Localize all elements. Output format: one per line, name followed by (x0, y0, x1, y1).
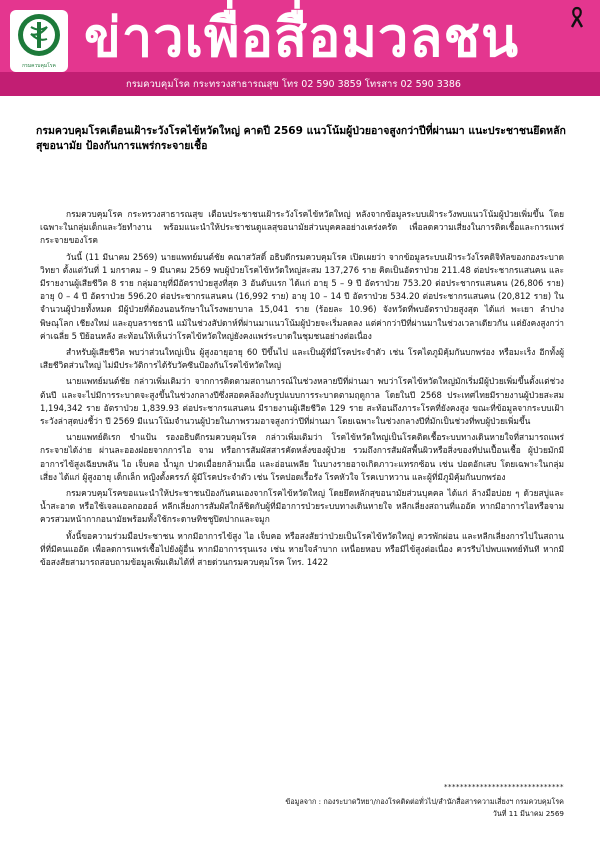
ddc-logo (10, 10, 68, 72)
source-line: ข้อมูลจาก : กองระบาดวิทยา/กองโรคติดต่อทั่วไป/สำนักสื่อสารความเสี่ยงฯ กรมควบคุมโรค (285, 797, 564, 806)
logo-caption: กรมควบคุมโรค (22, 63, 56, 69)
article-title: กรมควบคุมโรคเตือนเฝ้าระวังโรคไข้หวัดใหญ่ คาดปี 2569 แนวโน้มผู้ป่วยอาจสูงกว่าปีที่ผ่านมา แนะประชาชนยึดหลักสุขอนามัย ป้องกันการแพร่กระจายเชื้อ (36, 125, 566, 152)
black-ribbon-icon (570, 6, 584, 28)
department-emblem-icon (14, 12, 64, 58)
article-body (40, 208, 564, 572)
contact-bar (0, 72, 600, 96)
paragraph: สำหรับผู้เสียชีวิต พบว่าส่วนใหญ่เป็น ผู้สูงอายุอายุ 60 ปีขึ้นไป และเป็นผู้ที่มีโรคประจำตัว เช่น โรคไตภูมิคุ้มกันบกพร่อง หรือมะเร็ง อีกทั้งผู้เสียชีวิตส่วนใหญ่ ไม่มีประวัติการได้รับวัคซีนป้องกันโรคไข้หวัดใหญ่ (40, 347, 564, 371)
paragraph: ทั้งนี้ขอความร่วมมือประชาชน หากมีอาการไข้สูง ไอ เจ็บคอ หรือสงสัยว่าป่วยเป็นโรคไข้หวัดใหญ่ ควรพักผ่อน และหลีกเลี่ยงการไปในสถานที่ที่มีคนแออัด เพื่อลดการแพร่เชื้อไปยังผู้อื่น หากมีอาการรุนแรง เช่น หายใจลำบาก เหนื่อยหอบ หรือมีไข้สูงต่อเนื่อง ควรรีบไปพบแพทย์ทันที หากมีข้อสงสัยสามารถสอบถามข้อมูลเพิ่มเติมได้ที่ สายด่วนกรมควบคุมโรค โทร. 1422 (40, 530, 564, 568)
paragraph: นายแพทย์มนต์ชัย กล่าวเพิ่มเติมว่า จากการติดตามสถานการณ์ในช่วงหลายปีที่ผ่านมา พบว่าโรคไข้หวัดใหญ่มักเริ่มมีผู้ป่วยเพิ่มขึ้นตั้งแต่ช่วงต้นปี และจะไปมีการระบาดจะสูงขึ้นในช่วงกลางปีซึ่งสอดคล้องกับรูปแบบการระบาดตามฤดูกาล โดยในปี 2568 ประเทศไทยมีรายงานผู้ป่วยสะสม 1,194,342 ราย อัตราป่วย 1,839.93 ต่อประชากรแสนคน มีรายงานผู้เสียชีวิต 129 ราย สะท้อนถึงภาระโรคที่ยังคงสูง ขณะที่ข้อมูลจากระบบเฝ้าระวังล่าสุดบ่งชี้ว่า ปี 2569 มีแนวโน้มจำนวนผู้ป่วยในภาพรวมอาจสูงกว่าปีที่ผ่านมา โดยเฉพาะในช่วงกลางปีที่มักเป็นช่วงที่พบผู้ป่วยเพิ่มขึ้น (40, 376, 564, 427)
paragraph: กรมควบคุมโรค กระทรวงสาธารณสุข เตือนประชาชนเฝ้าระวังโรคไข้หวัดใหญ่ หลังจากข้อมูลระบบเฝ้าระวังพบแนวโน้มผู้ป่วยเพิ่มขึ้น โดยเฉพาะในกลุ่มเด็กและวัยทำงาน พร้อมแนะนำให้ประชาชนดูแลสุขอนามัยส่วนบุคคลอย่างเคร่งครัด เพื่อลดความเสี่ยงในการติดเชื้อและการแพร่กระจายของโรค (40, 209, 564, 246)
paragraph: นายแพทย์ดิเรก ขำแป้น รองอธิบดีกรมควบคุมโรค กล่าวเพิ่มเติมว่า โรคไข้หวัดใหญ่เป็นโรคติดเชื้อระบบทางเดินหายใจที่สามารถแพร่กระจายได้ง่าย ผ่านละอองฝอยจากการไอ จาม หรือการสัมผัสสารคัดหลั่งของผู้ป่วย รวมถึงการสัมผัสพื้นผิวหรือสิ่งของที่ปนเปื้อนเชื้อ ผู้ป่วยมักมีอาการไข้สูงเฉียบพลัน ไอ เจ็บคอ น้ำมูก ปวดเมื่อยกล้ามเนื้อ และอ่อนเพลีย ในบางรายอาจเกิดภาวะแทรกซ้อน เช่น ปอดอักเสบ โดยเฉพาะในกลุ่มเสี่ยง ได้แก่ ผู้สูงอายุ เด็กเล็ก หญิงตั้งครรภ์ ผู้มีโรคประจำตัว เช่น โรคปอดเรื้อรัง โรคหัวใจ โรคเบาหวาน และผู้ที่มีภูมิคุ้มกันบกพร่อง (40, 432, 564, 482)
paragraph: กรมควบคุมโรคขอแนะนำให้ประชาชนป้องกันตนเองจากโรคไข้หวัดใหญ่ โดยยึดหลักสุขอนามัยส่วนบุคคล ได้แก่ ล้างมือบ่อย ๆ ด้วยสบู่และน้ำสะอาด หรือใช้เจลแอลกอฮอล์ หลีกเลี่ยงการสัมผัสใกล้ชิดกับผู้ที่มีอาการป่วยระบบทางเดินหายใจ หลีกเลี่ยงสถานที่แออัด หากมีอาการไอหรือจาม ควรสวมหน้ากากอนามัยพร้อมทั้งใช้กระดาษทิชชูปิดปากและจมูก (40, 488, 564, 525)
separator-stars: ****************************** (444, 783, 564, 791)
paragraph: วันนี้ (11 มีนาคม 2569) นายแพทย์มนต์ชัย คณาสวัสดิ์ อธิบดีกรมควบคุมโรค เปิดเผยว่า จากข้อมูลระบบเฝ้าระวังโรคดิจิทัลของกองระบาดวิทยา ตั้งแต่วันที่ 1 มกราคม – 9 มีนาคม 2569 พบผู้ป่วยโรคไข้หวัดใหญ่สะสม 137,276 ราย คิดเป็นอัตราป่วย 211.48 ต่อประชากรแสนคน และมีรายงานผู้เสียชีวิต 8 ราย กลุ่มอายุที่มีอัตราป่วยสูงที่สุด 3 อันดับแรก ได้แก่ อายุ 5 – 9 ปี อัตราป่วย 753.20 ต่อประชากรแสนคน (26,806 ราย) อายุ 0 – 4 ปี อัตราป่วย 596.20 ต่อประชากรแสนคน (16,992 ราย) อายุ 10 – 14 ปี อัตราป่วย 534.20 ต่อประชากรแสนคน (20,812 ราย) ในจำนวนผู้ป่วยทั้งหมด มีผู้ป่วยที่ต้องนอนรักษาในโรงพยาบาล 15,041 ราย (ร้อยละ 10.96) จังหวัดที่พบอัตราป่วยสูงสุด ได้แก่ พะเยา ลำปาง พิษณุโลก เชียงใหม่ และอุบลราชธานี แม้ในช่วงสัปดาห์ที่ผ่านมาแนวโน้มผู้ป่วยจะเริ่มลดลง แต่ค่ากว่าปีที่ผ่านมาในช่วงเวลาเดียวกัน แต่ยังคงสูงกว่าค่าเฉลี่ย 5 ปีย้อนหลัง สะท้อนให้เห็นว่าโรคไข้หวัดใหญ่ยังคงแพร่ระบาดในชุมชนอย่างต่อเนื่อง (40, 251, 564, 341)
page-header (0, 0, 600, 96)
contact-line: กรมควบคุมโรค กระทรวงสาธารณสุข โทร 02 590 3859 โทรสาร 02 590 3386 (126, 79, 461, 90)
date-line: วันที่ 11 มีนาคม 2569 (492, 809, 564, 818)
masthead-title: ข่าวเพื่อสื่อมวลชน (84, 6, 520, 69)
source-block (285, 796, 564, 820)
